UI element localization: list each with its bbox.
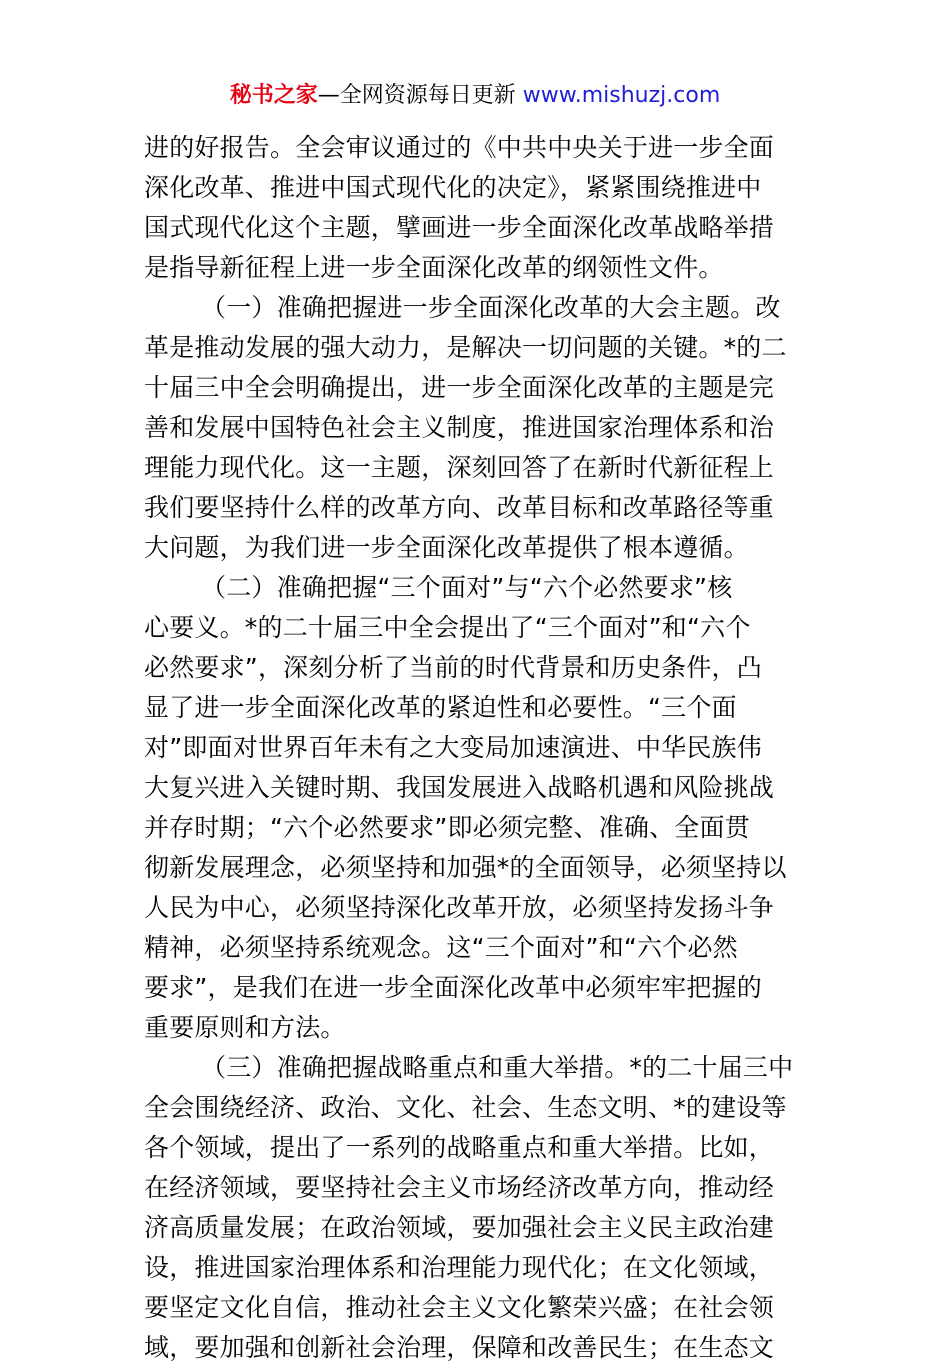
site-url-link[interactable]: www.mishuzj.com (522, 83, 721, 108)
text-line: 是指导新征程上进一步全面深化改革的纲领性文件。 (144, 253, 724, 282)
text-line: 国式现代化这个主题，擘画进一步全面深化改革战略举措 (144, 213, 775, 242)
text-line: 在经济领域，要坚持社会主义市场经济改革方向，推动经 (144, 1173, 775, 1202)
header-tagline: —全网资源每日更新 (317, 83, 523, 108)
text-line: 并存时期；“六个必然要求”即必须完整、准确、全面贯 (144, 813, 750, 842)
text-line: 各个领域，提出了一系列的战略重点和重大举措。比如， (144, 1133, 775, 1162)
text-line: 必然要求”，深刻分析了当前的时代背景和历史条件，凸 (144, 653, 762, 682)
text-line: 彻新发展理念，必须坚持和加强*的全面领导，必须坚持以 (144, 853, 787, 882)
brand-name: 秘书之家 (229, 83, 318, 108)
text-line: 进的好报告。全会审议通过的《中共中央关于进一步全面 (144, 133, 775, 162)
text-line: 十届三中全会明确提出，进一步全面深化改革的主题是完 (144, 373, 775, 402)
page-header (0, 80, 950, 112)
text-line: 革是推动发展的强大动力，是解决一切问题的关键。*的二 (144, 333, 787, 362)
text-line: 对”即面对世界百年未有之大变局加速演进、中华民族伟 (144, 733, 762, 762)
section-heading-2: （二）准确把握“三个面对”与“六个必然要求”核 (201, 573, 733, 602)
text-line: 我们要坚持什么样的改革方向、改革目标和改革路径等重 (144, 493, 775, 522)
text-line: 设，推进国家治理体系和治理能力现代化；在文化领域， (144, 1253, 775, 1282)
text-line: 域，要加强和创新社会治理，保障和改善民生；在生态文 (144, 1333, 775, 1362)
text-line: 全会围绕经济、政治、文化、社会、生态文明、*的建设等 (144, 1093, 787, 1122)
text-line: 善和发展中国特色社会主义制度，推进国家治理体系和治 (144, 413, 775, 442)
text-line: 大复兴进入关键时期、我国发展进入战略机遇和风险挑战 (144, 773, 775, 802)
text-line: 理能力现代化。这一主题，深刻回答了在新时代新征程上 (144, 453, 775, 482)
text-line: 心要义。*的二十届三中全会提出了“三个面对”和“六个 (144, 613, 751, 642)
text-line: 要坚定文化自信，推动社会主义文化繁荣兴盛；在社会领 (144, 1293, 775, 1322)
text-line: 大问题，为我们进一步全面深化改革提供了根本遵循。 (144, 533, 749, 562)
text-line: 要求”，是我们在进一步全面深化改革中必须牢牢把握的 (144, 973, 762, 1002)
text-line: 人民为中心，必须坚持深化改革开放，必须坚持发扬斗争 (144, 893, 775, 922)
text-line: 济高质量发展；在政治领域，要加强社会主义民主政治建 (144, 1213, 775, 1242)
text-line: 重要原则和方法。 (144, 1013, 346, 1042)
text-line: 显了进一步全面深化改革的紧迫性和必要性。“三个面 (144, 693, 737, 722)
section-heading-3: （三）准确把握战略重点和重大举措。*的二十届三中 (201, 1053, 794, 1082)
text-line: 精神，必须坚持系统观念。这“三个面对”和“六个必然 (144, 933, 738, 962)
section-heading-1: （一）准确把握进一步全面深化改革的大会主题。改 (201, 293, 781, 322)
text-line: 深化改革、推进中国式现代化的决定》，紧紧围绕推进中 (144, 173, 762, 202)
document-body (144, 128, 808, 1368)
